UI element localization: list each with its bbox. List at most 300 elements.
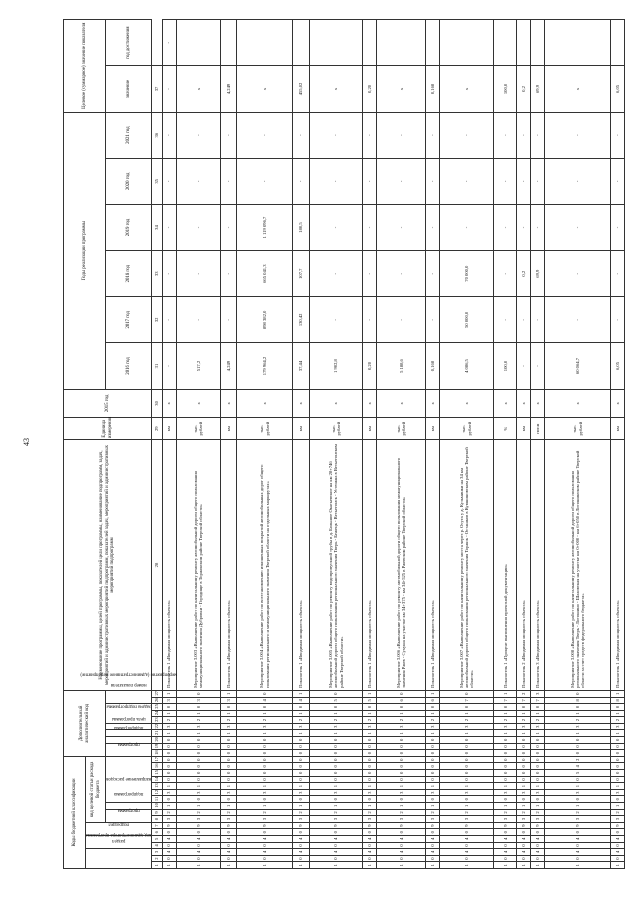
code-digit: 0 [293, 842, 309, 849]
code-digit: 1 [377, 710, 426, 717]
code-digit: 2 [237, 809, 293, 816]
row-name: Показатель 1 «Вводимая мощность объекта» [220, 440, 236, 691]
row-unit: пог.м [531, 418, 545, 440]
code-digit: 0 [363, 743, 377, 750]
code-digit: 0 [545, 829, 610, 836]
code-digit: 0 [531, 756, 545, 763]
code-digit: 3 [220, 723, 236, 730]
row-y2017: - [377, 297, 426, 343]
code-digit: 0 [363, 776, 377, 783]
code-digit: 1 [363, 803, 377, 810]
column-number: 29 [152, 418, 163, 440]
code-digit: 1 [363, 710, 377, 717]
row-name: Показатель 3 «Вводимая мощность объекта» [531, 440, 545, 691]
code-digit: 0 [377, 737, 426, 744]
code-digit: 3 [293, 723, 309, 730]
code-digit: 0 [309, 704, 363, 711]
row-value: х [176, 66, 220, 112]
column-number: 24 [152, 710, 163, 717]
code-digit: 0 [363, 842, 377, 849]
code-digit: 3 [440, 723, 494, 730]
code-digit: 0 [531, 855, 545, 862]
row-unit: км [363, 418, 377, 440]
code-digit: 3 [531, 816, 545, 823]
code-digit: 2 [293, 717, 309, 724]
row-y2019: 180,5 [293, 204, 309, 250]
row-unit: тыс. рублей [176, 418, 220, 440]
code-digit: 2 [440, 717, 494, 724]
code-digit: 1 [162, 803, 176, 810]
code-digit: 4 [293, 849, 309, 856]
code-digit: 0 [531, 776, 545, 783]
header-admin: код администратора программы [86, 849, 152, 869]
header-a-subprogram: подпрограмма [106, 737, 152, 744]
code-digit: 0 [531, 743, 545, 750]
code-digit: 0 [545, 750, 610, 757]
code-digit: 0 [309, 737, 363, 744]
row-y2019: - [363, 204, 377, 250]
row-name: Показатель 1 «Процент выполнения проектной документации» [494, 440, 517, 691]
code-digit: 0 [162, 763, 176, 770]
row-y2017: - [176, 297, 220, 343]
row-y2021: - [237, 112, 293, 158]
header-final-value: Целевое (суммарное) значение показателя [64, 20, 106, 113]
row-y2017: 898 382,0 [237, 297, 293, 343]
code-digit: 1 [440, 862, 494, 869]
row-y2019: - [545, 204, 610, 250]
row-unit: тыс. рублей [309, 418, 363, 440]
code-digit: 1 [440, 803, 494, 810]
code-digit: 4 [377, 849, 426, 856]
column-number: 16 [152, 763, 163, 770]
code-digit: 0 [517, 842, 531, 849]
code-digit: 0 [517, 743, 531, 750]
code-digit: 1 [610, 803, 624, 810]
code-digit: 9 [517, 822, 531, 829]
code-digit: 3 [176, 789, 220, 796]
table-row [610, 20, 624, 869]
code-digit: 4 [494, 836, 517, 843]
code-digit: 0 [426, 743, 440, 750]
code-digit: 0 [494, 829, 517, 836]
header-direction: направление расходов [106, 756, 152, 802]
code-digit: 7 [440, 697, 494, 704]
row-y2021: - [531, 112, 545, 158]
code-digit: 1 [610, 862, 624, 869]
code-digit: 3 [545, 816, 610, 823]
row-unit: км [220, 418, 236, 440]
code-digit: 0 [440, 750, 494, 757]
code-digit: 0 [377, 829, 426, 836]
code-digit: 0 [162, 743, 176, 750]
code-digit: 0 [293, 776, 309, 783]
code-digit: 0 [220, 737, 236, 744]
code-digit: 0 [531, 842, 545, 849]
row-y2019: - [440, 204, 494, 250]
code-digit: 0 [440, 776, 494, 783]
code-digit: 0 [162, 770, 176, 777]
code-digit: 0 [610, 842, 624, 849]
code-digit: 1 [517, 862, 531, 869]
column-number: 28 [152, 440, 163, 691]
row-name: Показатель 1 «Вводимая мощность объекта» [426, 440, 440, 691]
column-number: 12 [152, 789, 163, 796]
code-digit: 0 [162, 776, 176, 783]
row-2015: х [162, 389, 176, 418]
row-name: Мероприятие 3.003 «Выполнение работ по капитальному ремонту автомобильной дороги общего пользования межмуниципального значения Дубровки - Городище в Торжокском районе Тверской области» [176, 440, 220, 691]
header-year-achieved: год достижения [106, 20, 152, 66]
code-digit: 0 [293, 737, 309, 744]
code-digit: 2 [309, 717, 363, 724]
table-row [440, 20, 494, 869]
code-digit: 4 [293, 697, 309, 704]
row-name: Показатель 1 «Вводимая мощность объекта» [162, 440, 176, 691]
code-digit: 0 [426, 763, 440, 770]
code-digit: 0 [426, 776, 440, 783]
row-unit: км [610, 418, 624, 440]
code-digit: 0 [293, 796, 309, 803]
code-digit: 0 [237, 776, 293, 783]
column-number: 7 [152, 822, 163, 829]
code-digit: 0 [531, 763, 545, 770]
code-digit: 1 [531, 803, 545, 810]
code-digit: 3 [494, 723, 517, 730]
row-value: х [237, 66, 293, 112]
row-y2016: 37,44 [293, 343, 309, 389]
code-digit: 3 [237, 723, 293, 730]
code-digit: 3 [220, 697, 236, 704]
code-digit: 7 [494, 697, 517, 704]
code-digit: 3 [610, 789, 624, 796]
code-digit: 0 [293, 756, 309, 763]
code-digit: 0 [517, 829, 531, 836]
column-number: 20 [152, 737, 163, 744]
code-digit: 1 [162, 710, 176, 717]
header-a-number: номер показателя [106, 690, 152, 703]
column-number: 9 [152, 809, 163, 816]
code-digit: 1 [426, 730, 440, 737]
row-y2019: - [220, 204, 236, 250]
code-digit: 0 [363, 855, 377, 862]
row-name: Мероприятие 3.008 «Выполнение работ по капитальному ремонту автомобильной дороги общего пользования регионального значения Тверь - Лотошино - Шаховская на участке км 0+000 - км 6+050 в Лотошинском районе Тверской области за счет средств федерального бюджета» [545, 440, 610, 691]
code-digit: 0 [426, 750, 440, 757]
code-digit: 0 [494, 763, 517, 770]
code-digit: 3 [293, 789, 309, 796]
code-digit: 1 [545, 710, 610, 717]
row-value: х [545, 66, 610, 112]
code-digit: 0 [220, 750, 236, 757]
code-digit: 4 [162, 836, 176, 843]
row-y2020: - [363, 158, 377, 204]
code-digit: 4 [363, 836, 377, 843]
code-digit: 1 [545, 803, 610, 810]
code-digit: 1 [531, 730, 545, 737]
column-number: 8 [152, 816, 163, 823]
code-digit: 0 [377, 704, 426, 711]
row-y2021: - [494, 112, 517, 158]
row-y2019: - [517, 204, 531, 250]
code-digit: 3 [162, 723, 176, 730]
code-digit: 0 [377, 842, 426, 849]
row-year [531, 20, 545, 66]
code-digit: 0 [377, 776, 426, 783]
code-digit: 0 [377, 756, 426, 763]
code-digit: 3 [610, 723, 624, 730]
row-y2019: 1 119 096,7 [237, 204, 293, 250]
code-digit: 4 [237, 697, 293, 704]
code-digit: 9 [545, 822, 610, 829]
code-digit: 1 [293, 710, 309, 717]
row-y2019: - [309, 204, 363, 250]
code-digit: 0 [176, 855, 220, 862]
code-digit: 4 [220, 836, 236, 843]
code-digit: 1 [176, 710, 220, 717]
table-row [162, 20, 176, 869]
row-2015: х [377, 389, 426, 418]
code-digit: 4 [531, 836, 545, 843]
row-name: Мероприятие 3.004 «Выполнение работ по восстановлению изношенных покрытий автомобильных дорог общего пользования регионального и межмуниципального значения Тверской области на отдельных маршрутах» [237, 440, 293, 691]
code-digit: 3 [237, 816, 293, 823]
code-digit: 0 [162, 704, 176, 711]
code-digit: 0 [610, 855, 624, 862]
row-y2018: - [363, 251, 377, 297]
code-digit: 0 [440, 829, 494, 836]
code-digit: 4 [220, 849, 236, 856]
row-year [440, 20, 494, 66]
row-value: 455,02 [293, 66, 309, 112]
code-digit: 5 [363, 697, 377, 704]
table-row [531, 20, 545, 869]
row-y2021: - [363, 112, 377, 158]
code-digit: 0 [176, 704, 220, 711]
code-digit: 0 [162, 756, 176, 763]
code-digit: 3 [440, 789, 494, 796]
code-digit: 4 [309, 836, 363, 843]
code-digit: 4 [610, 836, 624, 843]
code-digit: 0 [309, 750, 363, 757]
row-y2020: - [162, 158, 176, 204]
code-digit: 0 [237, 750, 293, 757]
code-digit: 1 [377, 783, 426, 790]
row-y2020: - [545, 158, 610, 204]
code-digit: 4 [237, 849, 293, 856]
row-year [237, 20, 293, 66]
row-value: 4,249 [220, 66, 236, 112]
code-digit: 0 [545, 704, 610, 711]
code-digit: 0 [426, 796, 440, 803]
code-digit: 0 [162, 842, 176, 849]
code-digit: 0 [309, 842, 363, 849]
row-2015: х [309, 389, 363, 418]
column-number: 35 [152, 158, 163, 204]
code-digit: 7 [517, 697, 531, 704]
code-digit: 1 [363, 730, 377, 737]
code-digit: 0 [531, 737, 545, 744]
code-digit: 0 [162, 737, 176, 744]
column-number: 11 [152, 796, 163, 803]
code-digit: 7 [531, 697, 545, 704]
code-digit: 1 [363, 783, 377, 790]
row-y2016: 4 086,5 [440, 343, 494, 389]
row-unit: км [517, 418, 531, 440]
code-digit: 0 [293, 829, 309, 836]
row-value: 0,20 [363, 66, 377, 112]
row-y2017: - [517, 297, 531, 343]
code-digit: 0 [237, 756, 293, 763]
code-digit: 2 [237, 717, 293, 724]
code-digit: 9 [220, 822, 236, 829]
row-unit: тыс. рублей [440, 418, 494, 440]
row-y2021: - [293, 112, 309, 158]
code-digit: 3 [531, 789, 545, 796]
row-year [220, 20, 236, 66]
row-value: 69,9 [531, 66, 545, 112]
code-digit: 1 [517, 803, 531, 810]
code-digit: 1 [610, 690, 624, 697]
row-y2020: - [610, 158, 624, 204]
row-y2016: - [162, 343, 176, 389]
code-digit: 5 [309, 697, 363, 704]
header-years: Годы реализации программы [64, 112, 106, 389]
program-indicators-table [63, 19, 625, 869]
code-digit: 1 [610, 783, 624, 790]
row-unit: тыс. рублей [377, 418, 426, 440]
code-digit: 2 [162, 717, 176, 724]
row-y2021: - [440, 112, 494, 158]
code-digit: 0 [610, 743, 624, 750]
code-digit: 4 [162, 849, 176, 856]
code-digit: 1 [162, 783, 176, 790]
column-number: 33 [152, 251, 163, 297]
code-digit: 0 [162, 796, 176, 803]
code-digit: 1 [494, 803, 517, 810]
code-digit: 1 [363, 862, 377, 869]
code-digit: 3 [293, 816, 309, 823]
row-y2020: - [440, 158, 494, 204]
code-digit: 0 [309, 796, 363, 803]
header-subprogram: подпрограмма [106, 803, 152, 810]
code-digit: 1 [545, 862, 610, 869]
table-row [545, 20, 610, 869]
column-number: 30 [152, 389, 163, 418]
code-digit: 6 [377, 697, 426, 704]
code-digit: 4 [517, 849, 531, 856]
row-y2018: 0,2 [517, 251, 531, 297]
code-digit: 1 [363, 690, 377, 697]
column-number: 13 [152, 783, 163, 790]
column-number: 19 [152, 743, 163, 750]
row-y2020: - [293, 158, 309, 204]
code-digit: 9 [531, 822, 545, 829]
code-digit: 2 [426, 809, 440, 816]
column-number: 10 [152, 803, 163, 810]
code-digit: 2 [531, 717, 545, 724]
code-digit: 3 [309, 723, 363, 730]
code-digit: 1 [531, 710, 545, 717]
code-digit: 0 [377, 743, 426, 750]
row-value: х [440, 66, 494, 112]
code-digit: 0 [363, 763, 377, 770]
code-digit: 4 [293, 836, 309, 843]
row-y2021: - [309, 112, 363, 158]
code-digit: 1 [176, 862, 220, 869]
code-digit: 0 [363, 796, 377, 803]
code-digit: 3 [176, 723, 220, 730]
code-digit: 3 [176, 816, 220, 823]
header-a-event: мероприятие (административное мероприятие) [106, 704, 152, 724]
code-digit: 1 [517, 730, 531, 737]
row-2015: х [440, 389, 494, 418]
code-digit: 1 [237, 710, 293, 717]
code-digit: 1 [309, 783, 363, 790]
row-year [610, 20, 624, 66]
column-number: 21 [152, 730, 163, 737]
row-y2018: 665 041,3 [237, 251, 293, 297]
code-digit: 3 [531, 690, 545, 697]
code-digit: 1 [176, 730, 220, 737]
code-digit: 0 [426, 829, 440, 836]
row-year [363, 20, 377, 66]
code-digit: 0 [220, 829, 236, 836]
table-row [494, 20, 517, 869]
code-digit: 0 [440, 743, 494, 750]
code-digit: 0 [610, 750, 624, 757]
row-value: 6,05 [610, 66, 624, 112]
code-digit: 4 [517, 836, 531, 843]
table-row [237, 20, 293, 869]
code-digit: 4 [545, 836, 610, 843]
code-digit: 1 [531, 862, 545, 869]
column-number: 37 [152, 66, 163, 112]
column-number: 25 [152, 704, 163, 711]
row-y2018: 107,7 [293, 251, 309, 297]
code-digit: 0 [517, 763, 531, 770]
row-2015: х [517, 389, 531, 418]
code-digit: 1 [220, 730, 236, 737]
code-digit: 0 [517, 756, 531, 763]
code-digit: 0 [426, 737, 440, 744]
code-digit: 3 [363, 723, 377, 730]
row-y2018: - [220, 251, 236, 297]
code-digit: 0 [237, 796, 293, 803]
header-budget-codes: Коды бюджетной классификации [64, 756, 86, 868]
code-digit: 2 [176, 717, 220, 724]
code-digit: 0 [440, 796, 494, 803]
code-digit: 0 [220, 842, 236, 849]
code-digit: 0 [176, 796, 220, 803]
code-digit: 0 [176, 690, 220, 697]
row-unit: км [426, 418, 440, 440]
code-digit: 1 [293, 862, 309, 869]
code-digit: 0 [220, 796, 236, 803]
code-digit: 3 [494, 816, 517, 823]
budget-program-table [63, 19, 625, 869]
code-digit: 1 [440, 730, 494, 737]
code-digit: 0 [220, 770, 236, 777]
code-digit: 0 [494, 842, 517, 849]
code-digit: 1 [237, 730, 293, 737]
code-digit: 4 [610, 849, 624, 856]
page-number: 43 [22, 438, 31, 446]
code-digit: 1 [162, 730, 176, 737]
column-number: 18 [152, 750, 163, 757]
code-digit: 9 [309, 822, 363, 829]
code-digit: 0 [610, 737, 624, 744]
code-digit: 0 [440, 704, 494, 711]
header-program: программа [106, 809, 152, 822]
row-name: Показатель 2 «Вводимая мощность объекта» [517, 440, 531, 691]
code-digit: 0 [162, 750, 176, 757]
